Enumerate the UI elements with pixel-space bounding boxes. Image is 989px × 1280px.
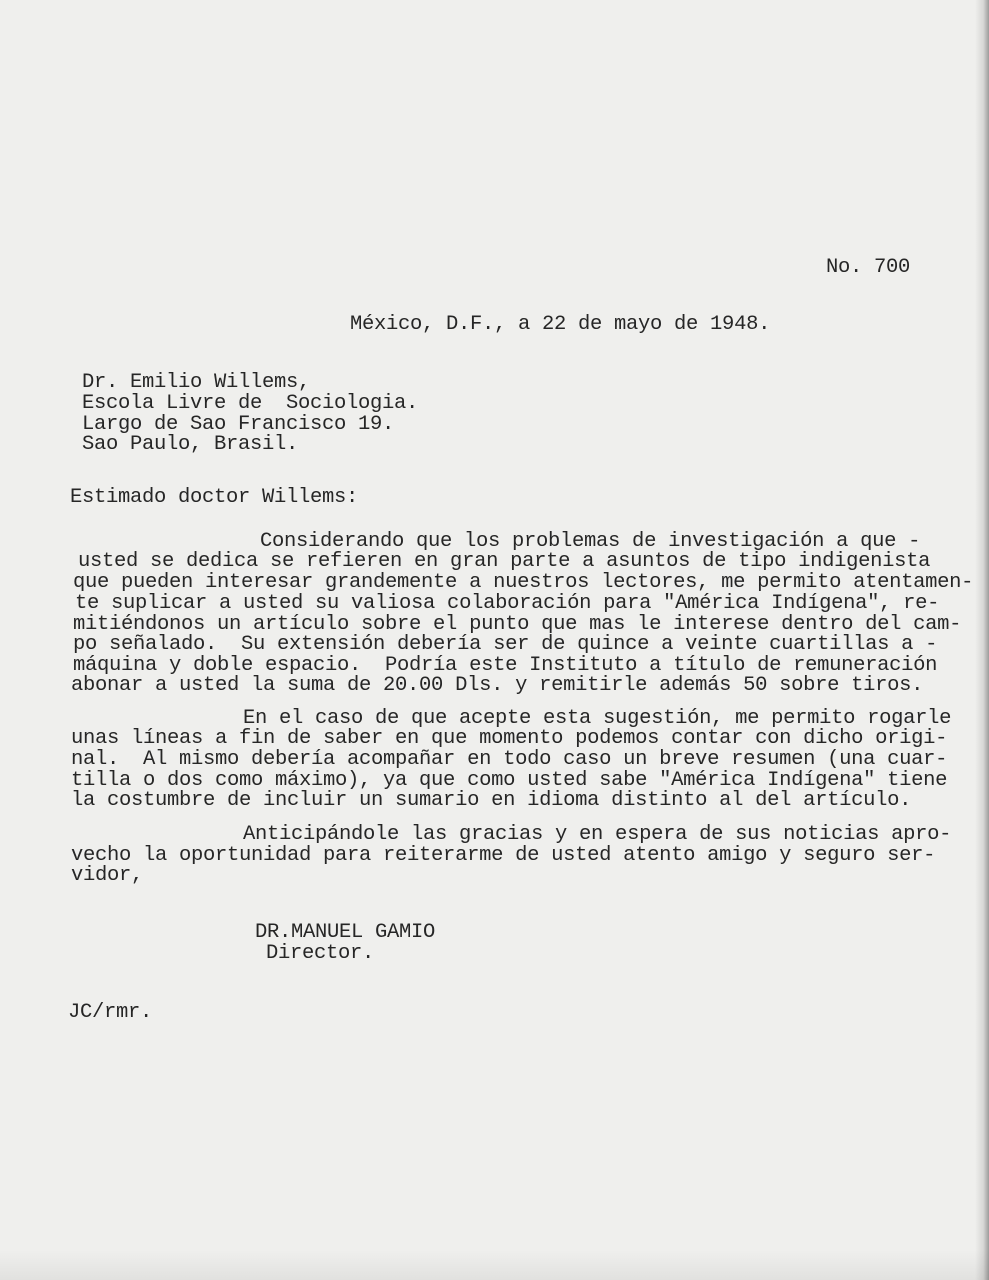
paragraph-line: nal. Al mismo debería acompañar en todo caso un breve resumen (una cuar- (71, 748, 948, 771)
paragraph-line: la costumbre de incluir un sumario en idioma distinto al del artículo. (71, 789, 912, 812)
signatory-title: Director. (266, 942, 375, 965)
paragraph-line: Anticipándole las gracias y en espera de sus noticias apro- (243, 823, 952, 846)
paragraph-line: po señalado. Su extensión debería ser de quince a veinte cuartillas a - (73, 633, 938, 656)
paragraph-line: vidor, (71, 864, 144, 887)
paper-edge-shadow (975, 0, 989, 1280)
paragraph-line: vecho la oportunidad para reiterarme de usted atento amigo y seguro ser- (71, 844, 936, 867)
letter-date: México, D.F., a 22 de mayo de 1948. (350, 313, 771, 336)
paragraph-line: En el caso de que acepte esta sugestión, me permito rogarle (243, 707, 952, 730)
paragraph-line: máquina y doble espacio. Podría este Instituto a título de remuneración (73, 654, 938, 677)
recipient-name: Dr. Emilio Willems, (82, 371, 311, 394)
signatory-name: DR.MANUEL GAMIO (255, 921, 436, 944)
paragraph-line: abonar a usted la suma de 20.00 Dls. y remitirle además 50 sobre tiros. (71, 674, 924, 697)
recipient-street: Largo de Sao Francisco 19. (82, 413, 395, 436)
paragraph-line: que pueden interesar grandemente a nuestros lectores, me permito atentamen- (73, 571, 974, 594)
paragraph-line: mitiéndonos un artículo sobre el punto que mas le interese dentro del cam- (73, 613, 962, 636)
paragraph-line: tilla o dos como máximo), ya que como usted sabe "América Indígena" tiene (71, 769, 948, 792)
paragraph-line: unas líneas a fin de saber en que momento podemos contar con dicho origi- (71, 727, 948, 750)
recipient-institution: Escola Livre de Sociologia. (82, 392, 419, 415)
paragraph-line: te suplicar a usted su valiosa colaboración para "América Indígena", re- (75, 592, 940, 615)
paragraph-line: usted se dedica se refieren en gran parte a asuntos de tipo indigenista (78, 550, 931, 573)
letter-number: No. 700 (826, 256, 911, 279)
paragraph-line: Considerando que los problemas de investigación a que - (260, 530, 921, 553)
reference-initials: JC/rmr. (68, 1001, 153, 1024)
salutation: Estimado doctor Willems: (70, 486, 359, 509)
recipient-city: Sao Paulo, Brasil. (82, 433, 299, 456)
paper-bottom-shadow (0, 1250, 989, 1280)
